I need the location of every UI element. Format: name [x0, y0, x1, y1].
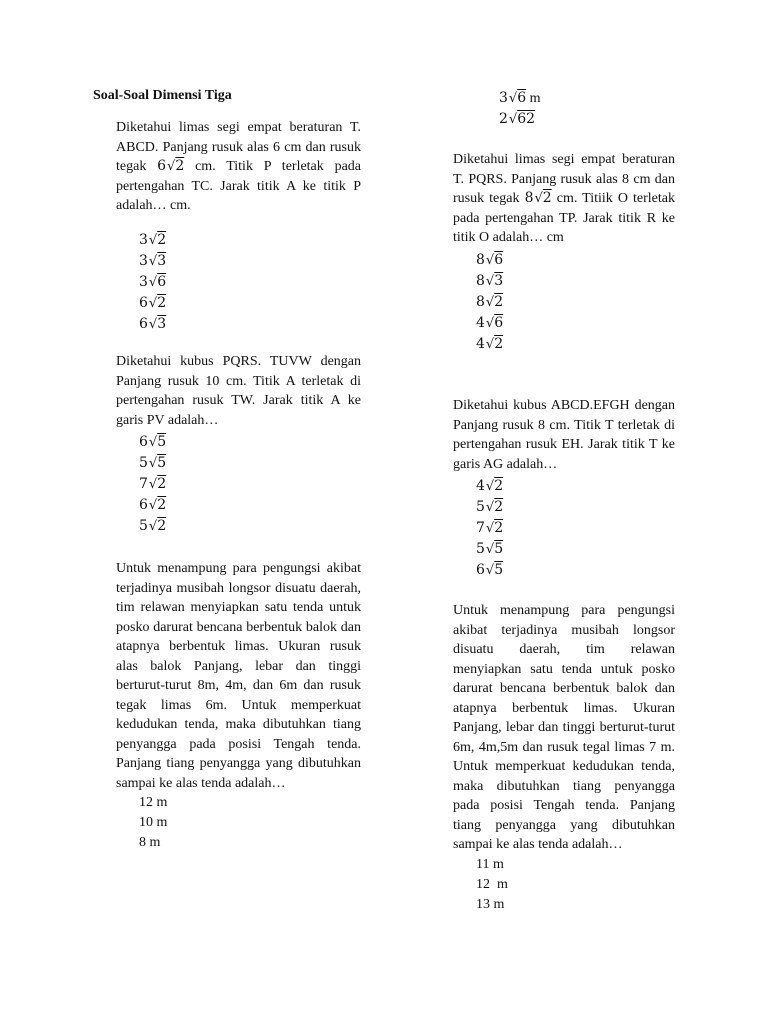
answer-option: 6√2 [139, 294, 167, 311]
question-2-text: Diketahui kubus PQRS. TUVW dengan Panjang rusuk 10 cm. Titik A terletak di pertengahan rusuk TW. Jarak titik A ke garis PV adalah… [116, 354, 361, 428]
answer-option: 6√2 [139, 497, 167, 513]
question-4-text: Diketahui limas segi empat beraturan T. PQRS. Panjang rusuk alas 8 cm dan rusuk tegak 8√2 cm. Titiik O terletak pada pertengahan TP. Jarak titik R ke titik O adalah… cm [453, 152, 675, 245]
answer-option: 6√5 [139, 434, 167, 450]
answer-option: 8√2 [476, 293, 504, 310]
question-3 [116, 559, 361, 853]
answer-option: 3√3 [139, 252, 167, 269]
page-title: Soal-Soal Dimensi Tiga [93, 88, 232, 103]
answer-options [139, 432, 361, 537]
question-1 [116, 118, 361, 335]
answer-option: 12 m [139, 795, 168, 810]
answer-option: 7√2 [476, 520, 504, 536]
answer-option: 2√62 [499, 111, 536, 127]
question-6 [453, 601, 675, 915]
question-2 [116, 352, 361, 537]
answer-options [476, 250, 675, 355]
answer-option: 6√5 [476, 562, 504, 578]
answer-option: 12 m [476, 876, 508, 892]
answer-option: 8√6 [476, 251, 504, 268]
answer-option: 7√2 [139, 476, 167, 492]
answer-option: 5√2 [139, 518, 167, 534]
answer-option: 5√5 [476, 541, 504, 557]
answer-option: 13 m [476, 896, 505, 912]
answer-option: 11 m [476, 856, 504, 872]
answer-option: 4√2 [476, 478, 504, 494]
question-5-text: Diketahui kubus ABCD.EFGH dengan Panjang rusuk 8 cm. Titik T terletak di pertengahan rusuk EH. Jarak titik T ke garis AG adalah… [453, 398, 675, 472]
answer-option: 3√6 m [499, 90, 541, 106]
answer-option: 8 m [139, 835, 161, 850]
answer-options-continued [499, 88, 541, 130]
answer-option: 8√3 [476, 272, 504, 289]
answer-option: 6√3 [139, 315, 167, 332]
answer-option: 3√2 [139, 231, 167, 248]
question-1-text: Diketahui limas segi empat beraturan T. ABCD. Panjang rusuk alas 6 cm dan rusuk tegak 6√2 cm. Titik P terletak pada pertengahan TC. Jarak titik A ke titik P adalah… cm. [116, 120, 361, 213]
question-3-text: Untuk menampung para pengungsi akibat terjadinya musibah longsor disuatu daerah, tim relawan menyiapkan satu tenda untuk posko darurat bencana berbentuk balok dan atapnya berbentuk limas. Ukuran rusuk alas balok Panjang, lebar dan tinggi berturut-turut 8m, 4m, dan 6m dan rusuk tegak limas 6m. Untuk memperkuat kedudukan tenda, maka dibutuhkan tiang penyangga pada posisi Tengah tenda. Panjang tiang penyangga yang dibutuhkan sampai ke alas tenda adalah… [116, 561, 361, 791]
question-4 [453, 150, 675, 355]
answer-option: 4√2 [476, 335, 504, 352]
inline-math: 6√2 [157, 158, 185, 174]
inline-math: 8√2 [524, 190, 552, 206]
question-5 [453, 396, 675, 581]
answer-option: 10 m [139, 815, 168, 830]
question-6-text: Untuk menampung para pengungsi akibat terjadinya musibah longsor disuatu daerah, tim relawan menyiapkan satu tenda untuk posko darurat bencana berbentuk balok dan atapnya berbentuk limas. Ukuran Panjang, lebar dan tinggi berturut-turut 6m, 4m,5m dan rusuk tegal limas 7 m. Untuk memperkuat kedudukan tenda, maka dibutuhkan tiang penyangga pada posisi Tengah tenda. Panjang tiang penyangga yang dibutuhkan sampai ke alas tenda adalah… [453, 603, 675, 852]
answer-option: 4√6 [476, 314, 504, 331]
answer-options [139, 230, 361, 335]
answer-options [139, 793, 361, 853]
answer-option: 3√6 [139, 273, 167, 290]
answer-options [476, 855, 675, 915]
answer-options [476, 476, 675, 581]
answer-option: 5√5 [139, 455, 167, 471]
answer-option: 5√2 [476, 499, 504, 515]
